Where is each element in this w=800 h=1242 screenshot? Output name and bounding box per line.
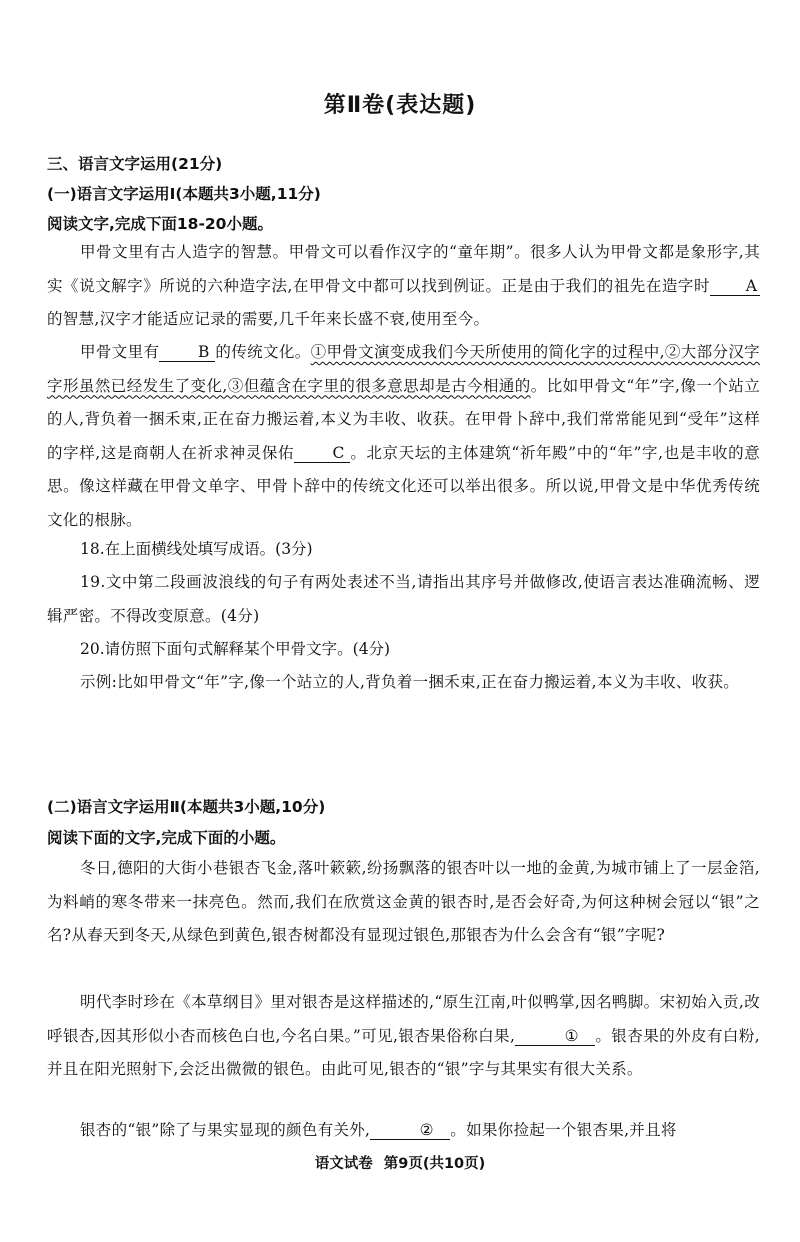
page-footer: 语文试卷 第9页(共10页) <box>314 1156 486 1172</box>
blank-b: B <box>159 343 215 362</box>
question-19: 19.文中第二段画波浪线的句子有两处表述不当,请指出其序号并做修改,使语言表达准确流畅、逻辑严密。不得改变原意。(4分) <box>47 573 760 625</box>
part1-heading: (一)语言文字运用Ⅰ(本题共3小题,11分) <box>47 185 321 203</box>
p2-lead-text: 甲骨文里有 <box>80 343 160 361</box>
part1-instruction: 阅读文字,完成下面18-20小题。 <box>47 215 273 233</box>
question-20-example: 示例:比如甲骨文“年”字,像一个站立的人,背负着一捆禾束,正在奋力搬运着,本义为丰收、收获。 <box>80 673 740 691</box>
p1-tail-text: 的智慧,汉字才能适应记录的需要,几千年来长盛不衰,使用至今。 <box>47 310 490 328</box>
part2-instruction: 阅读下面的文字,完成下面的小题。 <box>47 829 286 847</box>
question-18: 18.在上面横线处填写成语。(3分) <box>80 540 313 558</box>
section-heading: 三、语言文字运用(21分) <box>47 155 223 173</box>
p2-rest-text: 。比如甲骨文“年”字,像一个站立的人,背负着一捆禾束,正在奋力搬运着,本义为丰收、收获。在甲骨卜辞中,我们常常能见到“受年”这样的字样,这是商朝人在祈求神灵保佑 <box>47 376 761 462</box>
blank-2: ② <box>370 1121 450 1140</box>
p2-tail-text: 。北京天坛的主体建筑“祈年殿”中的“年”字,也是丰收的意思。像这样藏在甲骨文单字、甲骨卜辞中的传统文化还可以举出很多。所以说,甲骨文是中华优秀传统文化的根脉。 <box>47 443 760 529</box>
part2-paragraph-2 <box>47 986 760 1087</box>
p2-mid-text: 的传统文化。 <box>215 343 311 361</box>
part2-heading: (二)语言文字运用Ⅱ(本题共3小题,10分) <box>47 798 326 816</box>
p2-3-lead-text: 银杏的“银”除了与果实显现的颜色有关外, <box>80 1121 371 1139</box>
part2-paragraph-3 <box>47 1114 760 1148</box>
blank-1: ① <box>515 1027 595 1046</box>
part2-paragraph-1: 冬日,德阳的大街小巷银杏飞金,落叶簌簌,纷扬飘落的银杏叶以一地的金黄,为城市铺上了一层金箔,为料峭的寒冬带来一抹亮色。然而,我们在欣赏这金黄的银杏时,是否会好奇,为何这种树会冠以“银”之名?从春天到冬天,从绿色到黄色,银杏树都没有显现过银色,那银杏为什么会含有“银”字呢? <box>47 859 760 944</box>
question-20: 20.请仿照下面句式解释某个甲骨文字。(4分) <box>80 640 391 658</box>
wavy-underlined-sentence: ①甲骨文演变成我们今天所使用的简化字的过程中,②大部分汉字字形虽然已经发生了变化,③但蕴含在字里的很多意思却是古今相通的 <box>47 343 760 395</box>
p2-2-lead-text: 明代李时珍在《本草纲目》里对银杏是这样描述的,“原生江南,叶似鸭掌,因名鸭脚。宋初始入贡,改呼银杏,因其形似小杏而核色白也,今名白果。”可见,银杏果俗称白果, <box>47 993 760 1045</box>
volume-title: 第Ⅱ卷(表达题) <box>323 93 477 118</box>
p2-2-tail-text: 。银杏果的外皮有白粉,并且在阳光照射下,会泛出微微的银色。由此可见,银杏的“银”字与其果实有很大关系。 <box>47 1026 760 1078</box>
part1-paragraph-1 <box>47 236 760 337</box>
blank-a: A <box>710 277 760 296</box>
blank-c: C <box>294 444 350 463</box>
p1-lead-text: 甲骨文里有古人造字的智慧。甲骨文可以看作汉字的“童年期”。很多人认为甲骨文都是象形字,其实《说文解字》所说的六种造字法,在甲骨文中都可以找到例证。正是由于我们的祖先在造字时 <box>47 243 760 295</box>
part1-paragraph-2 <box>47 336 760 537</box>
p2-3-tail-text: 。如果你捡起一个银杏果,并且将 <box>450 1121 677 1139</box>
